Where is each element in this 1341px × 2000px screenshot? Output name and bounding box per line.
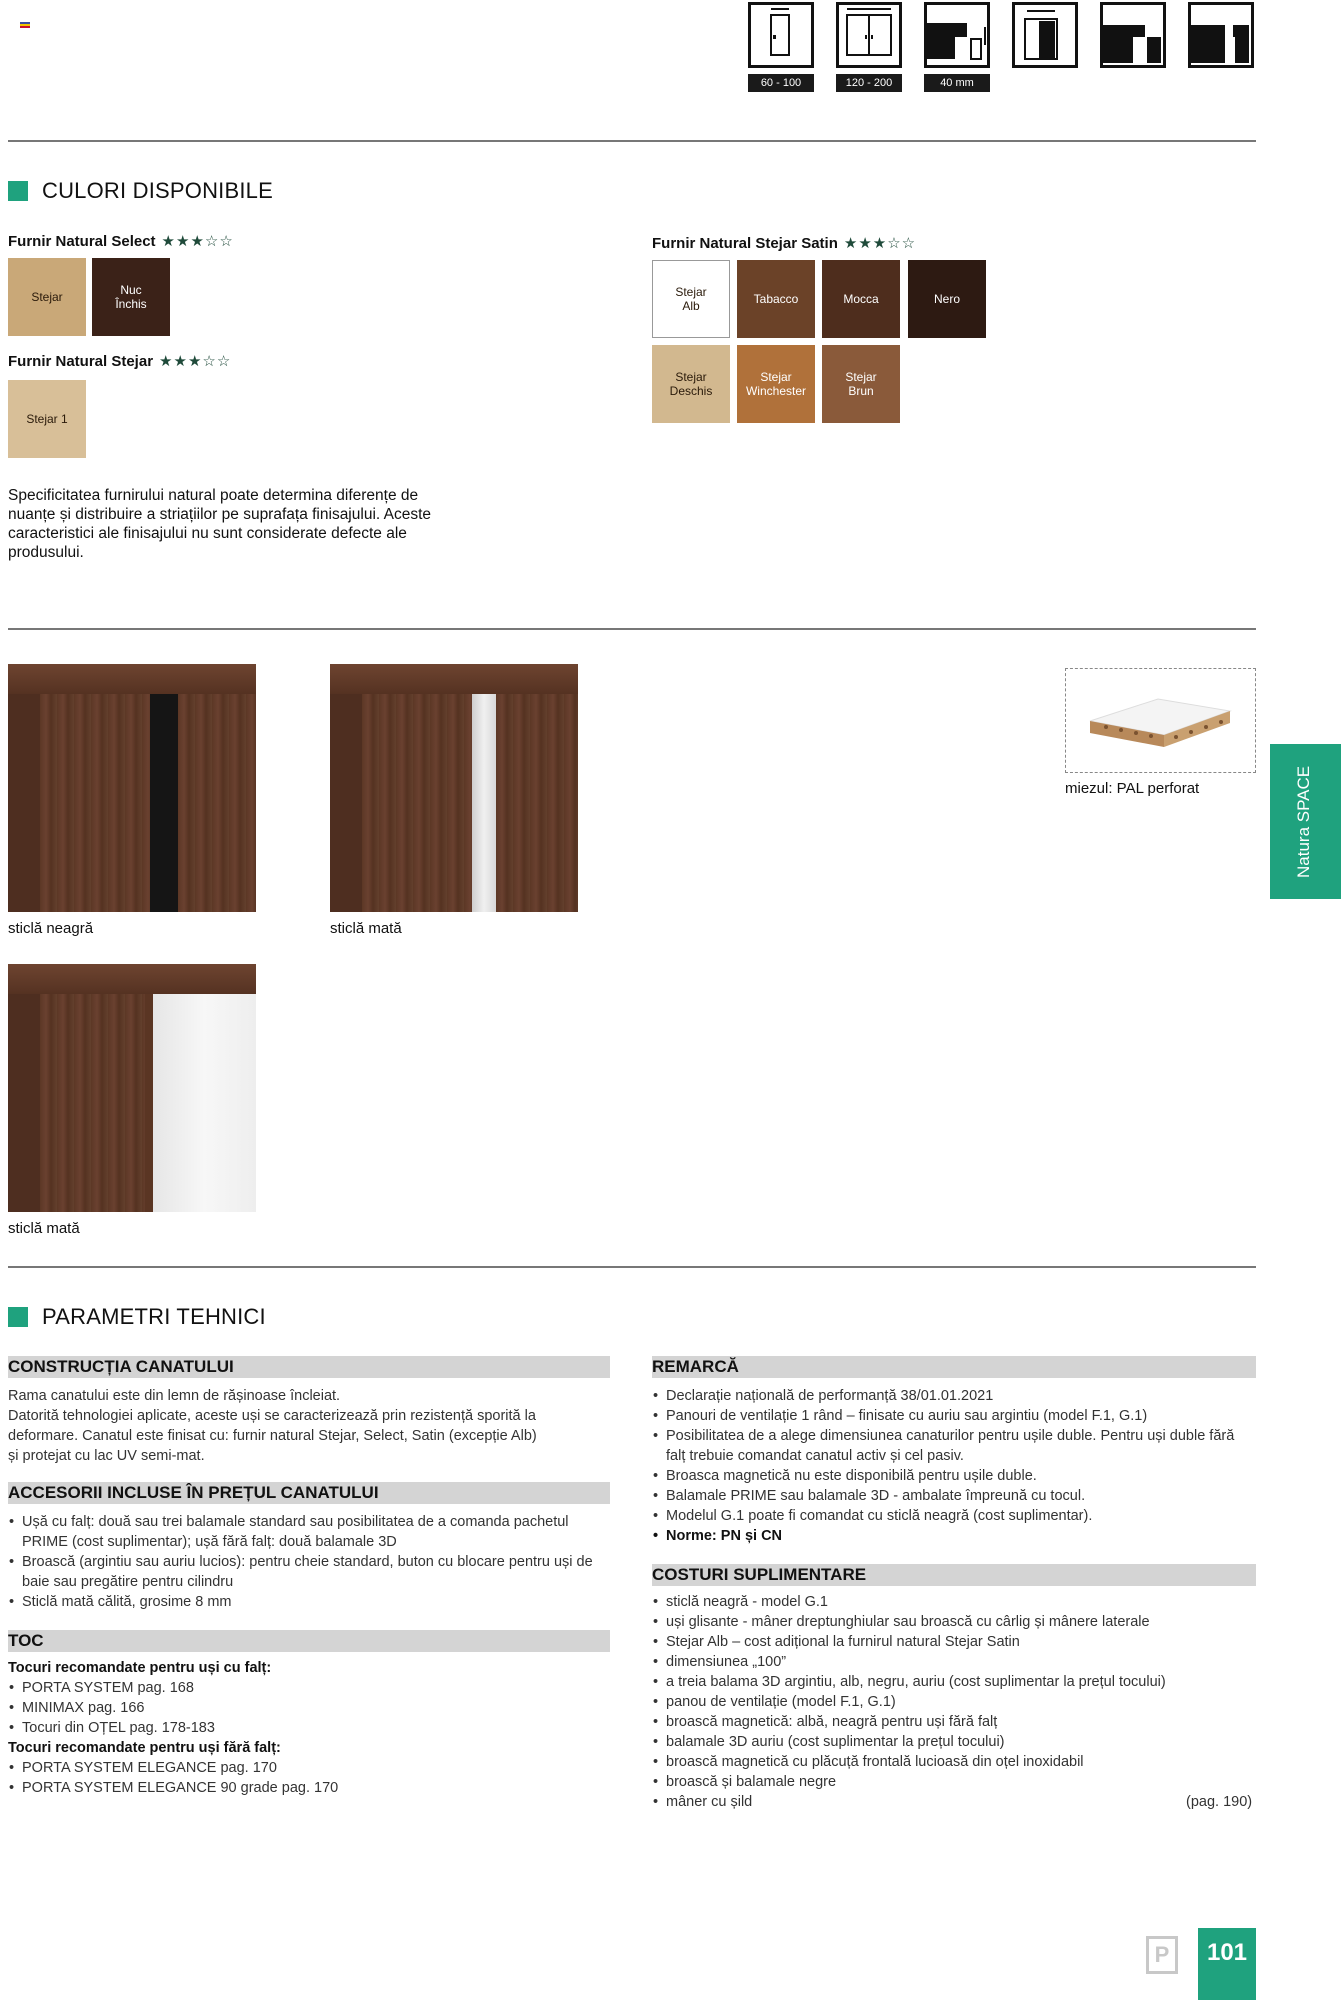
width-label-single: 60 - 100 — [748, 74, 814, 92]
thickness-label: 40 mm — [924, 74, 990, 92]
swatch-nuc-inchis[interactable]: Nuc Închis — [92, 258, 170, 336]
list-item: • uși glisante - mâner dreptunghiular sau broască cu cârlig și mânere laterale — [652, 1612, 1256, 1632]
door-photo-black-glass — [8, 664, 256, 912]
params-section-title: PARAMETRI TEHNICI — [42, 1304, 266, 1329]
construction-line: Datorită tehnologiei aplicate, aceste uși se caracterizează prin rezistență sporită la — [8, 1408, 536, 1424]
frame-group-1-title: Tocuri recomandate pentru uși cu falț: — [8, 1660, 272, 1676]
swatch-stejar-alb[interactable]: Stejar Alb — [652, 260, 730, 338]
rebated-door-icon — [1100, 2, 1166, 68]
side-tab[interactable] — [1270, 744, 1341, 899]
params-section-header — [8, 1304, 266, 1330]
rating-stars-icon: ★★★☆☆ — [159, 353, 232, 370]
flush-door-icon — [1188, 2, 1254, 68]
list-item: • Modelul G.1 poate fi comandat cu sticlă neagră (cost suplimentar). — [652, 1506, 1256, 1526]
swatch-stejar-brun[interactable]: Stejar Brun — [822, 345, 900, 423]
colors-section-title: CULORI DISPONIBILE — [42, 178, 273, 203]
list-item: • panou de ventilație (model F.1, G.1) — [652, 1692, 1256, 1712]
construction-text — [8, 1386, 610, 1466]
double-door-icon — [836, 2, 902, 68]
family-name: Furnir Natural Stejar — [8, 353, 154, 370]
core-image — [1065, 668, 1256, 773]
list-item: • Sticlă mată călită, grosime 8 mm — [8, 1592, 608, 1612]
construction-header: CONSTRUCȚIA CANATULUI — [8, 1356, 610, 1378]
list-item: • broască și balamale negre — [652, 1772, 1256, 1792]
remark-header: REMARCĂ — [652, 1356, 1256, 1378]
caption-black-glass: sticlă neagră — [8, 920, 94, 937]
colors-section-header — [8, 178, 273, 204]
brand-logo-icon: P — [1146, 1936, 1178, 1974]
frame-group-2-list — [8, 1758, 608, 1798]
swatch-nero[interactable]: Nero — [908, 260, 986, 338]
norms-item: • Norme: PN și CN — [652, 1526, 1256, 1546]
list-item: • broască magnetică cu plăcuță frontală lucioasă din oțel inoxidabil — [652, 1752, 1256, 1772]
list-item: • mâner cu șild — [652, 1792, 1256, 1812]
list-item: • Balamale PRIME sau balamale 3D - ambalate împreună cu tocul. — [652, 1486, 1256, 1506]
accessories-list — [8, 1512, 608, 1612]
swatch-stejar-winchester[interactable]: Stejar Winchester — [737, 345, 815, 423]
core-caption: miezul: PAL perforat — [1065, 780, 1200, 797]
construction-line: Rama canatului este din lemn de rășinoase încleiat. — [8, 1388, 341, 1404]
divider-top — [8, 140, 1256, 142]
list-item: • Tocuri din OȚEL pag. 178-183 — [8, 1718, 608, 1738]
veneer-note: Specificitatea furnirului natural poate determina diferențe de nuanțe și distribuire a striațiilor pe suprafața finisajului. Aceste caracteristici ale finisajului nu sunt considerate defecte ale produsului. — [8, 487, 432, 561]
remark-list — [652, 1386, 1256, 1546]
list-item: • sticlă neagră - model G.1 — [652, 1592, 1256, 1612]
rating-stars-icon: ★★★☆☆ — [843, 235, 917, 252]
section-marker-icon — [8, 181, 28, 201]
list-item: • Ușă cu falț: două sau trei balamale standard sau posibilitatea de a comanda pachetul PRIME (cost suplimentar); ușă fără falț: două balamale 3D — [8, 1512, 608, 1552]
list-item: • a treia balama 3D argintiu, alb, negru, auriu (cost suplimentar la prețul tocului) — [652, 1672, 1256, 1692]
swatch-stejar[interactable]: Stejar — [8, 258, 86, 336]
list-item: • Posibilitatea de a alege dimensiunea canaturilor pentru ușile duble. Pentru uși duble fără falț trebuie comandat canatul activ și cel pasiv. — [652, 1426, 1256, 1466]
family-stejar-title — [8, 352, 231, 370]
frame-header: TOC — [8, 1630, 610, 1652]
list-item: • Broască (argintiu sau auriu lucios): pentru cheie standard, buton cu blocare pentru uși de baie sau pregătire pentru cilindru — [8, 1552, 608, 1592]
extra-costs-header: COSTURI SUPLIMENTARE — [652, 1564, 1256, 1586]
single-door-icon — [748, 2, 814, 68]
swatch-stejar-deschis[interactable]: Stejar Deschis — [652, 345, 730, 423]
list-item: • Declarație națională de performanță 38/01.01.2021 — [652, 1386, 1256, 1406]
door-thickness-icon — [924, 2, 990, 68]
construction-line: deformare. Canatul este finisat cu: furnir natural Stejar, Select, Satin (excepție Alb) — [8, 1428, 537, 1444]
family-name: Furnir Natural Select — [8, 233, 156, 250]
list-item: • balamale 3D auriu (cost suplimentar la prețul tocului) — [652, 1732, 1256, 1752]
family-name: Furnir Natural Stejar Satin — [652, 235, 838, 252]
side-tab-label: Natura SPACE — [1294, 765, 1313, 878]
section-marker-icon — [8, 1307, 28, 1327]
width-label-double: 120 - 200 — [836, 74, 902, 92]
list-item: • PORTA SYSTEM ELEGANCE 90 grade pag. 170 — [8, 1778, 608, 1798]
swatch-stejar-1[interactable]: Stejar 1 — [8, 380, 86, 458]
family-select-title — [8, 232, 234, 250]
construction-line: și protejat cu lac UV semi-mat. — [8, 1448, 205, 1464]
swatch-tabacco[interactable]: Tabacco — [737, 260, 815, 338]
door-photo-frosted-glass — [330, 664, 578, 912]
page-reference[interactable]: (pag. 190) — [1186, 1794, 1253, 1810]
divider-middle — [8, 628, 1256, 630]
rating-stars-icon: ★★★☆☆ — [161, 233, 234, 250]
list-item: • Broasca magnetică nu este disponibilă pentru ușile duble. — [652, 1466, 1256, 1486]
divider-lower — [8, 1266, 1256, 1268]
door-frame-icon — [1012, 2, 1078, 68]
list-item: • dimensiunea „100” — [652, 1652, 1256, 1672]
spec-icons-row — [748, 2, 1256, 94]
language-flag-icon[interactable] — [20, 22, 30, 28]
list-item: • PORTA SYSTEM ELEGANCE pag. 170 — [8, 1758, 608, 1778]
caption-frosted-glass: sticlă mată — [330, 920, 402, 937]
accessories-header: ACCESORII INCLUSE ÎN PREȚUL CANATULUI — [8, 1482, 610, 1504]
list-item: • MINIMAX pag. 166 — [8, 1698, 608, 1718]
page-number: 101 — [1198, 1928, 1256, 2000]
extra-costs-list — [652, 1592, 1256, 1812]
family-satin-title — [652, 234, 916, 252]
swatch-mocca[interactable]: Mocca — [822, 260, 900, 338]
list-item: • Stejar Alb – cost adițional la furnirul natural Stejar Satin — [652, 1632, 1256, 1652]
caption-frosted-glass-2: sticlă mată — [8, 1220, 80, 1237]
frame-group-1-list — [8, 1678, 608, 1738]
list-item: • broască magnetică: albă, neagră pentru uși fără falț — [652, 1712, 1256, 1732]
door-photo-frosted-glass-wide — [8, 964, 256, 1212]
frame-group-2-title: Tocuri recomandate pentru uși fără falț: — [8, 1740, 281, 1756]
list-item: • Panouri de ventilație 1 rând – finisate cu auriu sau argintiu (model F.1, G.1) — [652, 1406, 1256, 1426]
list-item: • PORTA SYSTEM pag. 168 — [8, 1678, 608, 1698]
